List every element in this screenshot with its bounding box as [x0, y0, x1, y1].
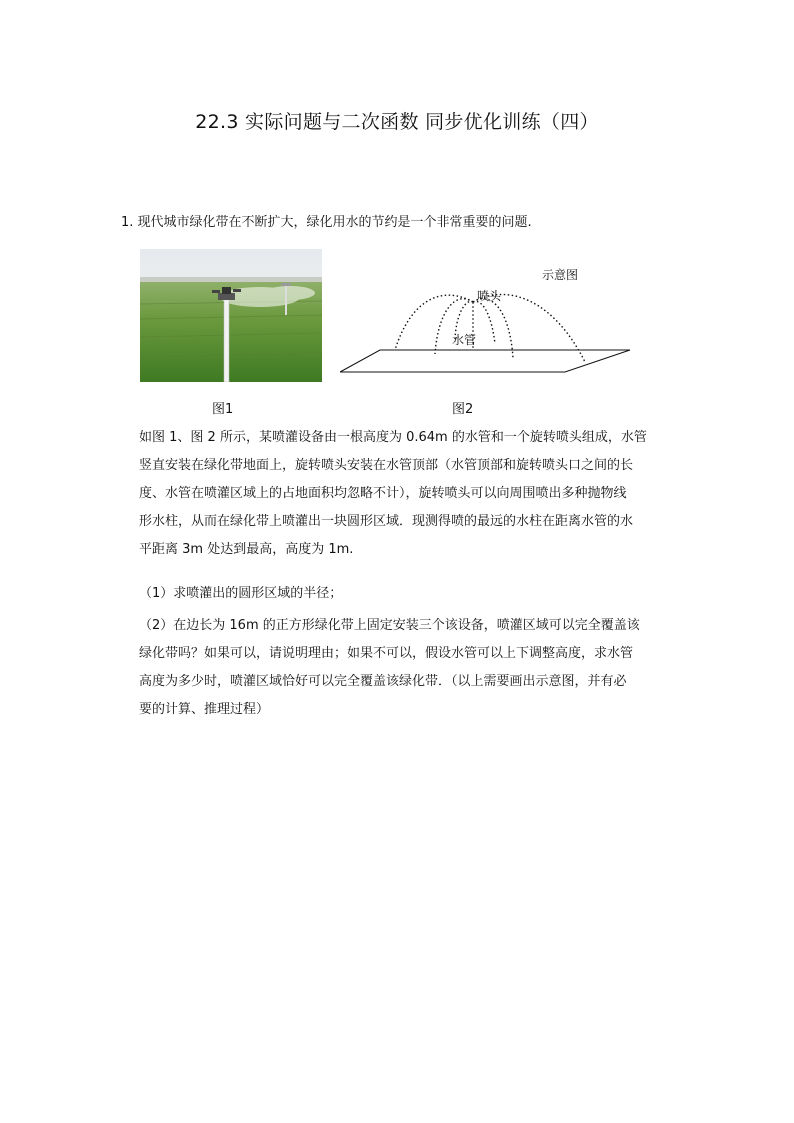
- paragraph-line: 平距离 3m 处达到最高，高度为 1m.: [139, 542, 354, 557]
- water-arc-outer-right: [473, 295, 585, 363]
- paragraph-line: 度、水管在喷灌区域上的占地面积均忽略不计），旋转喷头可以向周围喷出多种抛物线: [139, 486, 627, 501]
- question-intro: [121, 211, 532, 230]
- water-arc-inner-right: [473, 301, 495, 344]
- part2-line: 高度为多少时，喷灌区域恰好可以完全覆盖该绿化带．（以上需要画出示意图，并有必: [139, 674, 627, 689]
- part1-question: （1）求喷灌出的圆形区域的半径；: [139, 586, 343, 601]
- paragraph-line: 竖直安装在绿化带地面上，旋转喷头安装在水管顶部（水管顶部和旋转喷头口之间的长: [139, 458, 634, 473]
- question-number: 1.: [121, 215, 134, 230]
- part2-line: 绿化带吗？如果可以，请说明理由；如果不可以，假设水管可以上下调整高度，求水管: [139, 646, 634, 661]
- problem-paragraph: [139, 424, 679, 564]
- page-title: 22.3 实际问题与二次函数 同步优化训练（四）: [195, 111, 599, 133]
- diagram-title: 示意图: [542, 268, 579, 282]
- paragraph-line: 如图 1、图 2 所示，某喷灌设备由一根高度为 0.64m 的水管和一个旋转喷头组成，水管: [139, 430, 647, 445]
- pipe-label: 水管: [452, 333, 477, 347]
- figure1-caption: 图1: [212, 402, 234, 417]
- question-intro-text: 现代城市绿化带在不断扩大，绿化用水的节约是一个非常重要的问题.: [137, 215, 532, 230]
- figure2-caption: 图2: [452, 402, 474, 417]
- part2-line: 要的计算、推理过程）: [139, 702, 270, 717]
- paragraph-line: 形水柱，从而在绿化带上喷灌出一块圆形区域．现测得喷的最远的水柱在距离水管的水: [139, 514, 634, 529]
- ground-plane: [340, 350, 630, 372]
- part2-line: （2）在边长为 16m 的正方形绿化带上固定安装三个该设备，喷灌区域可以完全覆盖该: [139, 618, 640, 633]
- part2-question: [139, 612, 679, 724]
- figure1-photo: [140, 249, 322, 382]
- figure2-diagram: [340, 262, 640, 380]
- nozzle-label: 喷头: [477, 289, 502, 303]
